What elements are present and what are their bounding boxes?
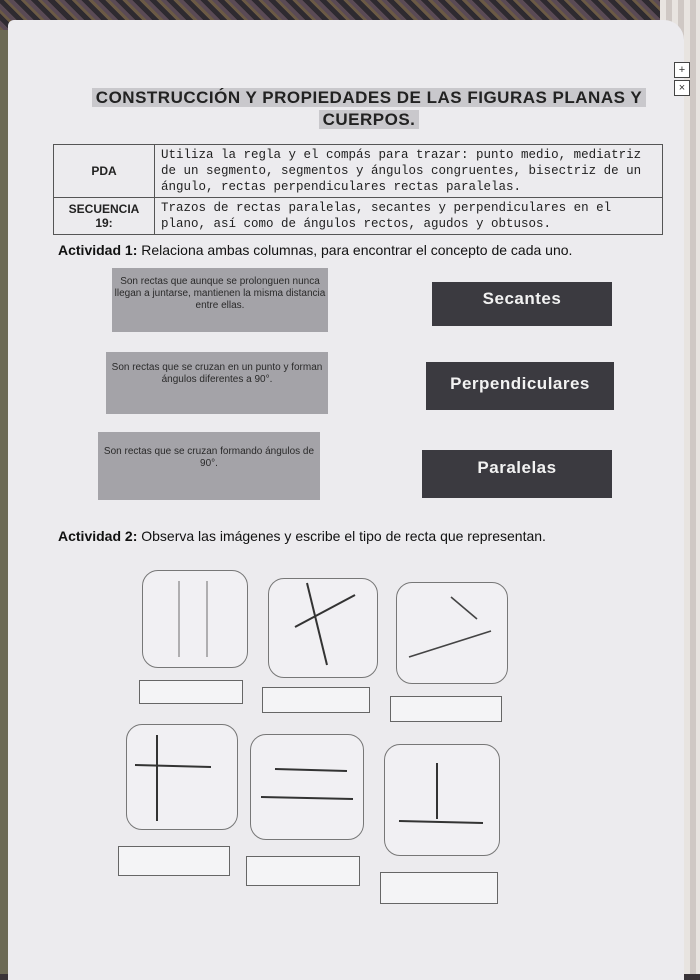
perpendicular-t-lines-figure: [385, 745, 499, 855]
info-table: [53, 144, 663, 235]
figure-card-parallel-horizontal: [250, 734, 364, 840]
activity-1-instruction: [58, 242, 572, 258]
definition-box-2: Son rectas que se cruzan en un punto y forman ángulos diferentes a 90°.: [106, 352, 328, 414]
perpendicular-cross-lines-figure: [127, 725, 237, 829]
activity-2-instruction: [58, 528, 546, 544]
title-line-1: CONSTRUCCIÓN Y PROPIEDADES DE LAS FIGURAS PLANAS Y: [92, 88, 646, 107]
concept-box-secantes: Secantes: [432, 282, 612, 326]
page-title: [64, 87, 674, 131]
activity-1-label: Actividad 1:: [58, 242, 138, 258]
activity-2-label: Actividad 2:: [58, 528, 138, 544]
figure-card-secant-cross: [268, 578, 378, 678]
activity-2-text: Observa las imágenes y escribe el tipo de recta que representan.: [141, 528, 546, 544]
table-row: [54, 145, 663, 198]
concept-box-perpendiculares: Perpendiculares: [426, 362, 614, 410]
answer-box-2[interactable]: [262, 687, 370, 713]
title-line-2: CUERPOS.: [319, 110, 420, 129]
pda-label: PDA: [54, 145, 155, 198]
figure-card-secant-diverging: [396, 582, 508, 684]
answer-box-3[interactable]: [390, 696, 502, 722]
table-row: [54, 198, 663, 235]
activity-1-text: Relaciona ambas columnas, para encontrar el concepto de cada uno.: [141, 242, 573, 258]
pda-text: Utiliza la regla y el compás para trazar: punto medio, mediatriz de un segmento, segmentos y ángulos congruentes, bisectriz de un ángulo, rectas perpendiculares rectas paralelas.: [155, 145, 663, 198]
corner-marks: [674, 60, 700, 108]
parallel-vertical-lines-figure: [143, 571, 247, 667]
sequence-text: Trazos de rectas paralelas, secantes y perpendiculares en el plano, así como de ángulos rectos, agudos y obtusos.: [155, 198, 663, 235]
concept-box-paralelas: Paralelas: [422, 450, 612, 498]
secant-cross-lines-figure: [269, 579, 377, 677]
secant-diverging-lines-figure: [397, 583, 507, 683]
plus-icon: +: [674, 62, 690, 78]
figure-card-parallel-vertical: [142, 570, 248, 668]
sequence-label: SECUENCIA 19:: [54, 198, 155, 235]
definition-box-1: Son rectas que aunque se prolonguen nunca llegan a juntarse, mantienen la misma distancia entre ellas.: [112, 268, 328, 332]
times-icon: ×: [674, 80, 690, 96]
answer-box-5[interactable]: [246, 856, 360, 886]
definition-box-3: Son rectas que se cruzan formando ángulos de 90°.: [98, 432, 320, 500]
parallel-horizontal-lines-figure: [251, 735, 363, 839]
figure-card-perpendicular-t: [384, 744, 500, 856]
answer-box-1[interactable]: [139, 680, 243, 704]
answer-box-6[interactable]: [380, 872, 498, 904]
answer-box-4[interactable]: [118, 846, 230, 876]
figure-card-perpendicular-cross: [126, 724, 238, 830]
